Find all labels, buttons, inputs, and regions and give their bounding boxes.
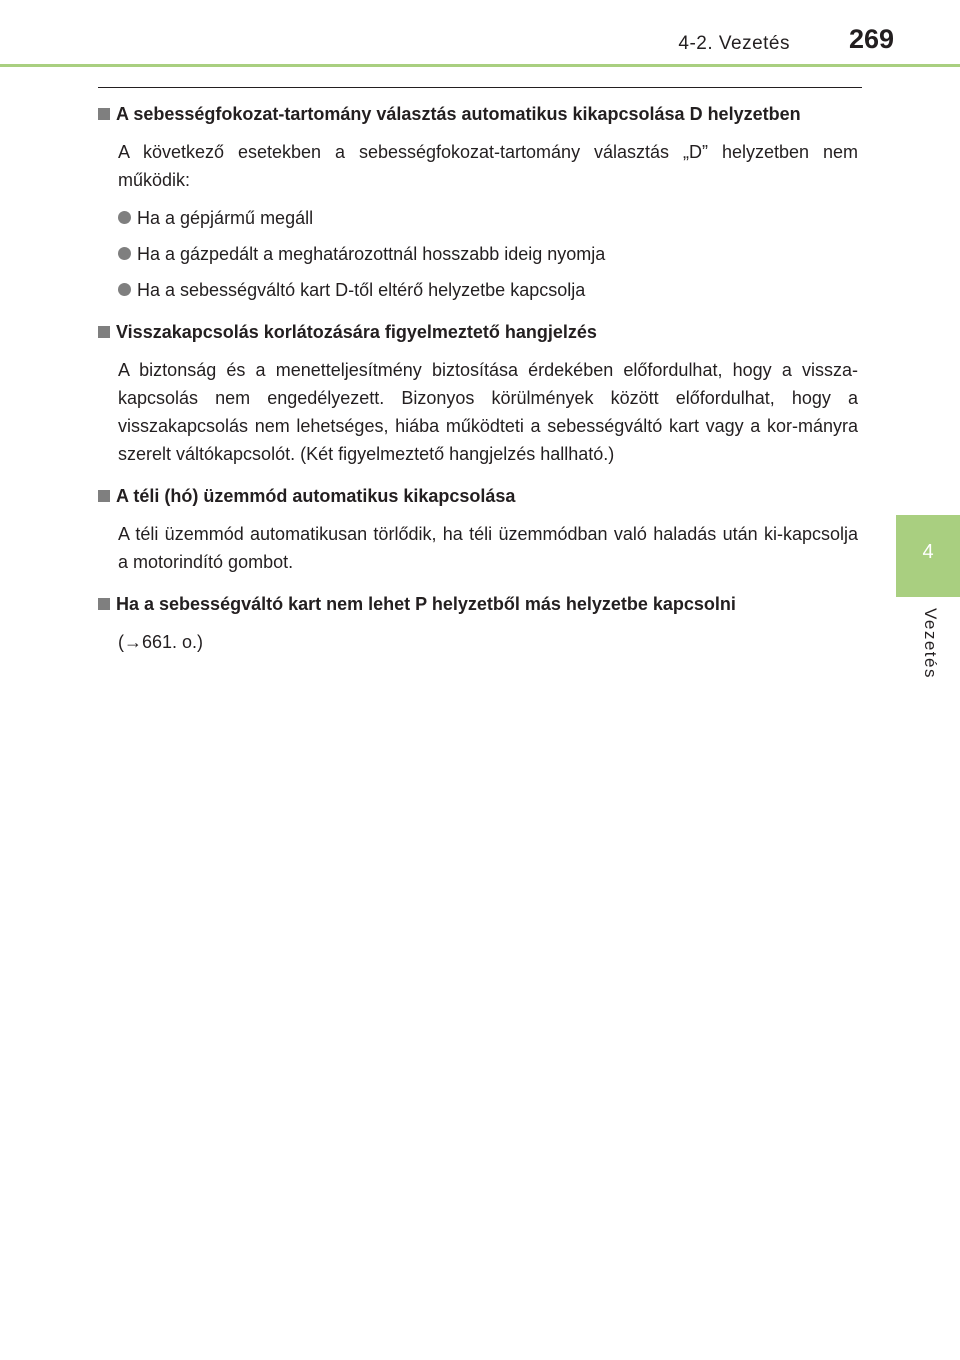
chapter-tab-label: Vezetés [921, 608, 940, 679]
section-shift-lever-p [98, 592, 858, 656]
section-d-position [98, 102, 858, 304]
list-item-text: Ha a gázpedált a meghatározottnál hosszabb ideig nyomja [137, 244, 606, 264]
page-number: 269 [848, 24, 894, 54]
section-paragraph: A következő esetekben a sebességfokozat-tartomány választás „D” helyzetben nem működik: [118, 142, 858, 190]
list-item [98, 204, 858, 232]
page-reference: (→661. o.) [118, 632, 204, 652]
content-top-rule [98, 87, 862, 88]
list-item [98, 276, 858, 304]
page-content [98, 102, 858, 672]
square-bullet-icon [98, 326, 110, 338]
section-paragraph: A téli üzemmód automatikusan törlődik, ha téli üzemmódban való haladás után ki-kapcsolja a motorindító gombot. [118, 524, 858, 572]
header-section-title: 4-2. Vezetés [678, 33, 790, 54]
square-bullet-icon [98, 108, 110, 120]
section-heading [98, 320, 858, 344]
section-heading-text: Ha a sebességváltó kart nem lehet P helyzetből más helyzetbe kapcsolni [116, 594, 736, 614]
round-bullet-icon [118, 247, 131, 260]
section-heading [98, 592, 858, 616]
section-heading [98, 102, 858, 126]
square-bullet-icon [98, 598, 110, 610]
round-bullet-icon [118, 283, 131, 296]
section-downshift-warning [98, 320, 858, 468]
list-item-text: Ha a sebességváltó kart D-től eltérő helyzetbe kapcsolja [137, 280, 586, 300]
section-snow-mode [98, 484, 858, 576]
list-item [98, 240, 858, 268]
list-item-text: Ha a gépjármű megáll [137, 208, 314, 228]
square-bullet-icon [98, 490, 110, 502]
round-bullet-icon [118, 211, 131, 224]
section-heading-text: A téli (hó) üzemmód automatikus kikapcsolása [116, 486, 516, 506]
header-rule [0, 64, 960, 67]
chapter-tab-number: 4 [922, 541, 934, 563]
section-paragraph: A biztonság és a menetteljesítmény biztosítása érdekében előfordulhat, hogy a vissza-kapcsolás nem engedélyezett. Bizonyos körülmények között előfordulhat, hogy a visszakapcsolás nem lehetséges, hiába működteti a sebességváltó kart vagy a kor-mányra szerelt váltókapcsolót. (Két figyelmeztető hangjelzés hallható.) [118, 360, 858, 464]
chapter-tab [896, 515, 960, 597]
section-heading-text: A sebességfokozat-tartomány választás automatikus kikapcsolása D helyzetben [116, 104, 801, 124]
section-heading-text: Visszakapcsolás korlátozására figyelmeztető hangjelzés [116, 322, 597, 342]
section-heading [98, 484, 858, 508]
